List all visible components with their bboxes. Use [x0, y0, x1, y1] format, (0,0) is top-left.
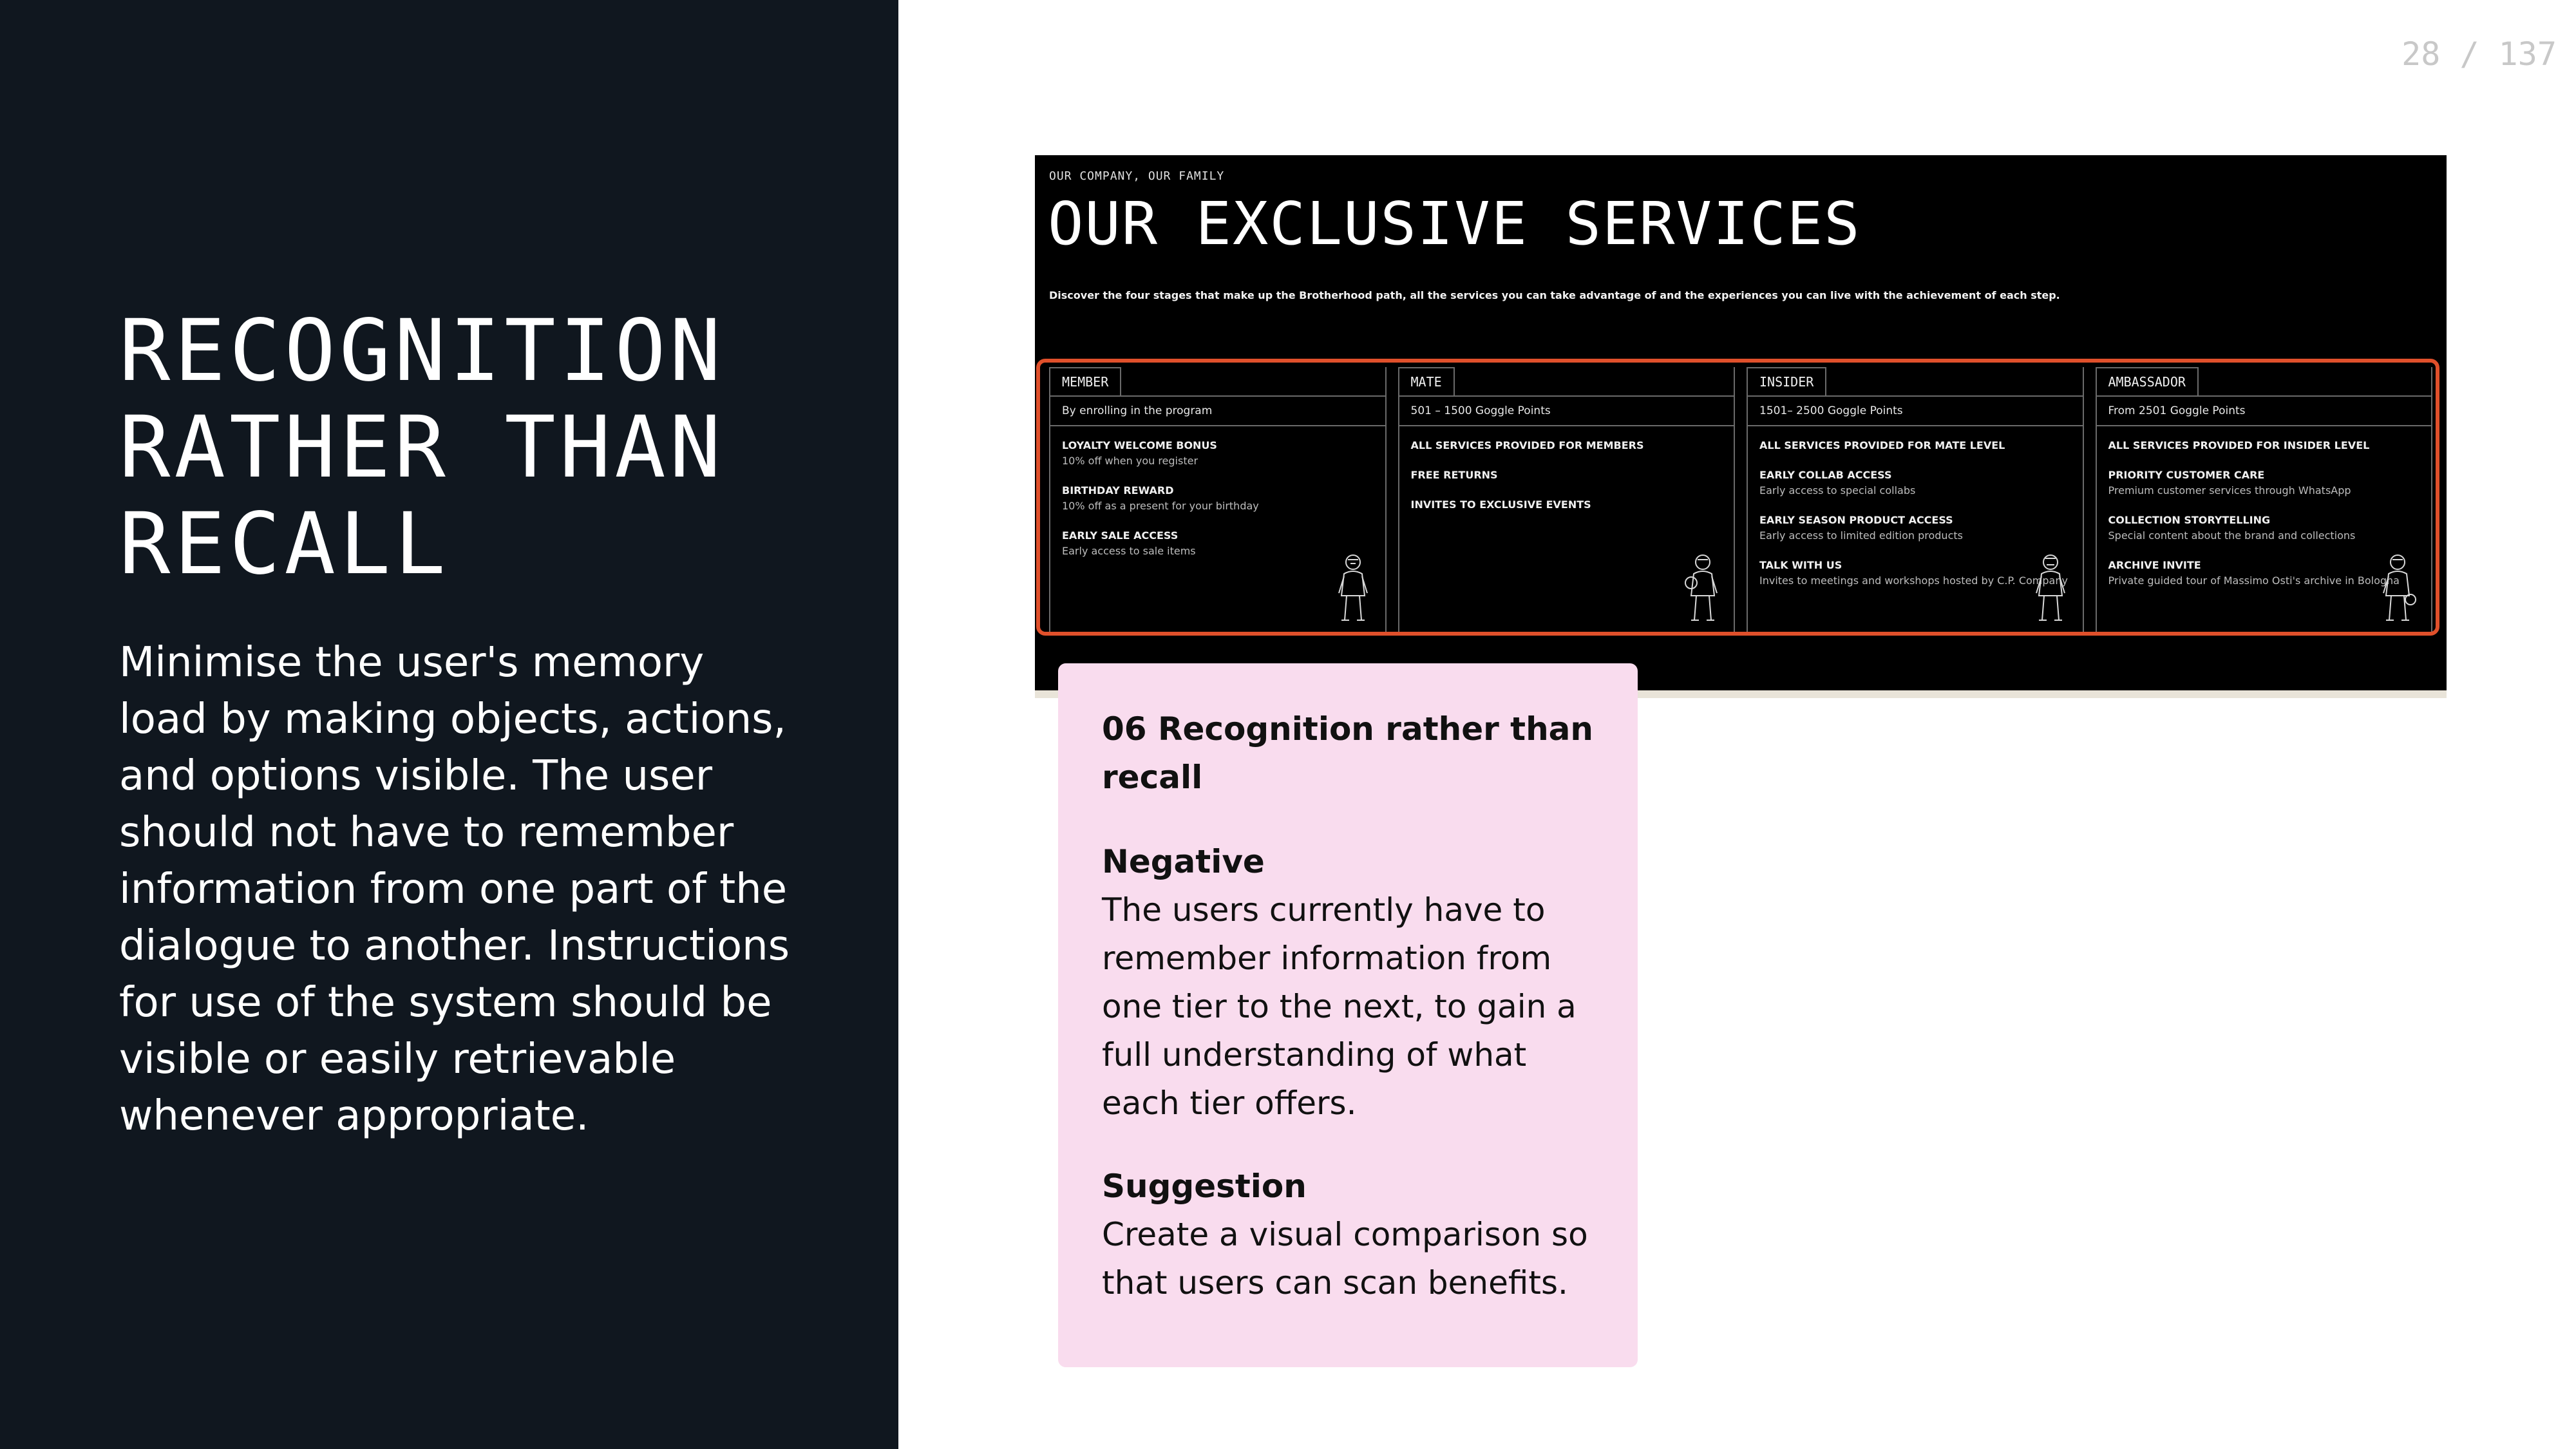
benefit-desc: 10% off as a present for your birthday [1062, 500, 1259, 512]
heading-line: RECALL [119, 495, 450, 594]
benefit-name: PRIORITY CUSTOMER CARE [2108, 469, 2265, 481]
benefit-name: ALL SERVICES PROVIDED FOR MEMBERS [1410, 439, 1644, 451]
benefit-name: INVITES TO EXCLUSIVE EVENTS [1410, 498, 1591, 511]
heuristic-note-card [1058, 663, 1638, 1367]
benefit-name: BIRTHDAY REWARD [1062, 484, 1174, 497]
tier-range: 1501– 2500 Goggle Points [1748, 395, 2083, 426]
benefit-name: FREE RETURNS [1410, 469, 1498, 481]
benefit-desc: Private guided tour of Massimo Osti's archive in Bologna [2108, 574, 2400, 587]
highlight-box [1036, 359, 2439, 636]
benefit-name: COLLECTION STORYTELLING [2108, 514, 2271, 526]
heading-line: RECOGNITION [119, 301, 725, 401]
benefit-name: ALL SERVICES PROVIDED FOR MATE LEVEL [1759, 439, 2005, 451]
benefit-name: ALL SERVICES PROVIDED FOR INSIDER LEVEL [2108, 439, 2370, 451]
screenshot-title: OUR EXCLUSIVE SERVICES [1048, 189, 1861, 258]
note-title: 06 Recognition rather than recall [1102, 710, 1594, 796]
benefit-name: EARLY SEASON PRODUCT ACCESS [1759, 514, 1953, 526]
negative-text: The users currently have to remember information from one tier to the next, to gain a full understanding of what each tier offers. [1102, 891, 1577, 1122]
benefit-name: LOYALTY WELCOME BONUS [1062, 439, 1217, 451]
screenshot-intro: Discover the four stages that make up the Brotherhood path, all the services you can take advantage of and the experiences you can live with the achievement of each step. [1049, 289, 2060, 301]
benefit-desc: 10% off when you register [1062, 455, 1198, 467]
benefit-name: TALK WITH US [1759, 559, 1842, 571]
heading-line: RATHER THAN [119, 398, 725, 497]
tier-name: MEMBER [1049, 367, 1121, 397]
benefit-desc: Invites to meetings and workshops hosted by C.P. Company [1759, 574, 2068, 587]
website-screenshot [1035, 155, 2447, 698]
suggestion-label: Suggestion [1102, 1168, 1307, 1205]
benefit-name: EARLY SALE ACCESS [1062, 529, 1179, 542]
tier-name: INSIDER [1747, 367, 1826, 397]
negative-label: Negative [1102, 843, 1265, 880]
slide-body-text: Minimise the user's memory load by making objects, actions, and options visible. The user should not have to remember information from one part of the dialogue to another. Instructions for use of the system should be visible or easily retrievable whenever appropriate. [119, 639, 790, 1140]
tier-name: MATE [1398, 367, 1455, 397]
benefit-desc: Special content about the brand and collections [2108, 529, 2356, 542]
benefit-desc: Early access to sale items [1062, 545, 1196, 557]
slide-heading [119, 303, 860, 592]
benefit-desc: Early access to limited edition products [1759, 529, 1963, 542]
screenshot-eyebrow: OUR COMPANY, OUR FAMILY [1049, 169, 1225, 183]
page-counter: 28 / 137 [2401, 35, 2557, 73]
tier-name: AMBASSADOR [2096, 367, 2199, 397]
benefit-desc: Premium customer services through WhatsApp [2108, 484, 2351, 497]
benefit-name: EARLY COLLAB ACCESS [1759, 469, 1892, 481]
benefit-name: ARCHIVE INVITE [2108, 559, 2201, 571]
tier-range: From 2501 Goggle Points [2097, 395, 2432, 426]
tier-range: By enrolling in the program [1050, 395, 1385, 426]
suggestion-text: Create a visual comparison so that users can scan benefits. [1102, 1216, 1588, 1302]
left-panel [0, 0, 898, 1449]
tier-range: 501 – 1500 Goggle Points [1399, 395, 1734, 426]
benefit-desc: Early access to special collabs [1759, 484, 1916, 497]
